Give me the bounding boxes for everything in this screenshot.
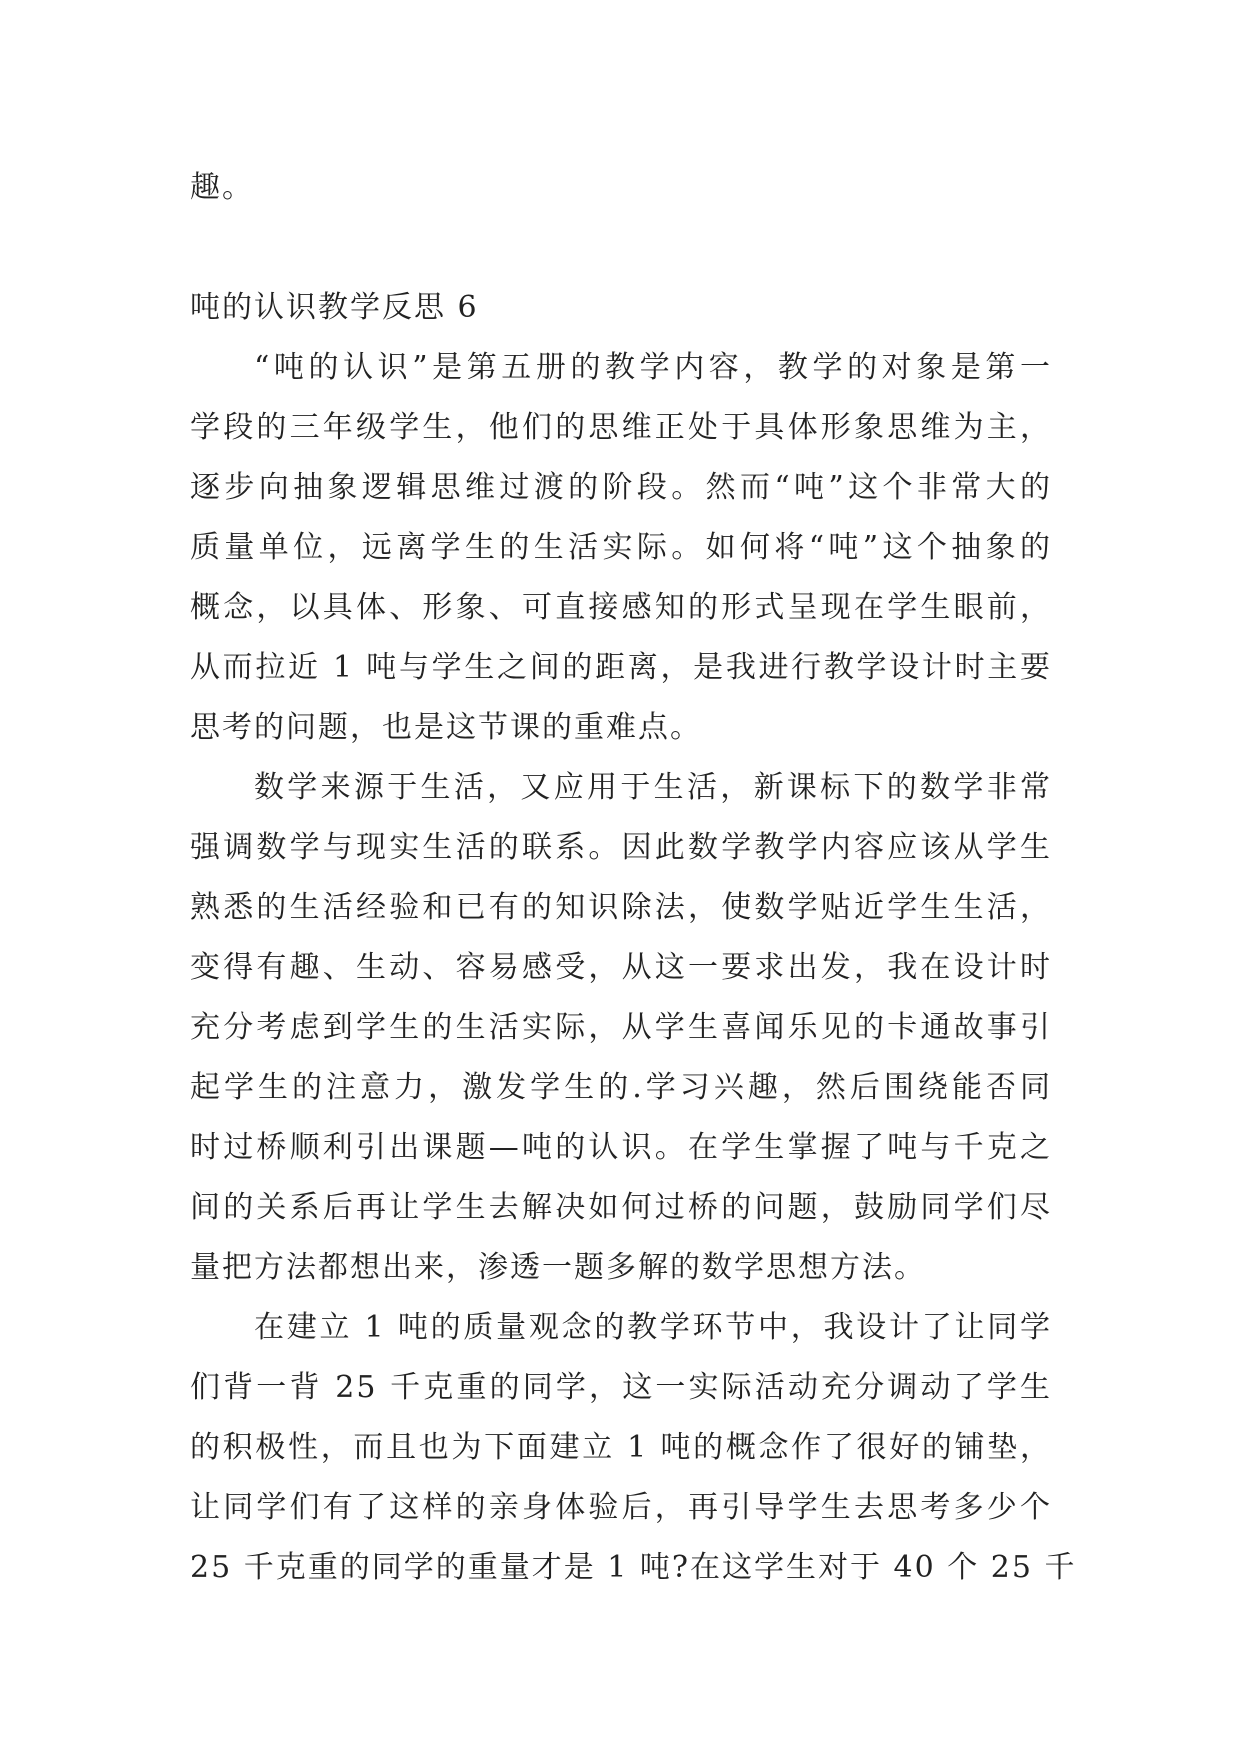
text-line: 起学生的注意力，激发学生的.学习兴趣，然后围绕能否同 [190,1070,1052,1105]
text-line: 从而拉近 1 吨与学生之间的距离，是我进行教学设计时主要 [190,650,1052,685]
text-line: 25 千克重的同学的重量才是 1 吨?在这学生对于 40 个 25 千 [190,1550,1077,1585]
text-line: 时过桥顺利引出课题—吨的认识。在学生掌握了吨与千克之 [190,1130,1052,1165]
text-line: 数学来源于生活，又应用于生活，新课标下的数学非常 [254,770,1052,805]
section-heading [190,278,1052,338]
heading-text: 吨的认识教学反思 6 [190,290,479,325]
text-line: 概念，以具体、形象、可直接感知的形式呈现在学生眼前， [190,590,1052,625]
paragraph [190,1298,1077,1598]
text-line: 在建立 1 吨的质量观念的教学环节中，我设计了让同学 [254,1310,1052,1345]
text-line: 熟悉的生活经验和已有的知识除法，使数学贴近学生生活， [190,890,1052,925]
text-line: 趣。 [190,170,254,205]
text-line: 们背一背 25 千克重的同学，这一实际活动充分调动了学生 [190,1370,1052,1405]
continued-text-fragment [190,158,1052,218]
text-line: 间的关系后再让学生去解决如何过桥的问题，鼓励同学们尽 [190,1190,1052,1225]
text-line: “吨的认识”是第五册的教学内容，教学的对象是第一 [254,350,1052,385]
text-line: 思考的问题，也是这节课的重难点。 [190,710,702,745]
text-line: 学段的三年级学生，他们的思维正处于具体形象思维为主， [190,410,1052,445]
paragraph [190,338,1052,758]
text-line: 强调数学与现实生活的联系。因此数学教学内容应该从学生 [190,830,1052,865]
article-body [190,338,1077,1598]
text-line: 充分考虑到学生的生活实际，从学生喜闻乐见的卡通故事引 [190,1010,1052,1045]
text-line: 逐步向抽象逻辑思维过渡的阶段。然而“吨”这个非常大的 [190,470,1052,505]
text-line: 让同学们有了这样的亲身体验后，再引导学生去思考多少个 [190,1490,1052,1525]
paragraph [190,758,1052,1298]
text-line: 的积极性，而且也为下面建立 1 吨的概念作了很好的铺垫， [190,1430,1052,1465]
text-line: 量把方法都想出来，渗透一题多解的数学思想方法。 [190,1250,926,1285]
text-line: 质量单位，远离学生的生活实际。如何将“吨”这个抽象的 [190,530,1052,565]
text-line: 变得有趣、生动、容易感受，从这一要求出发，我在设计时 [190,950,1052,985]
